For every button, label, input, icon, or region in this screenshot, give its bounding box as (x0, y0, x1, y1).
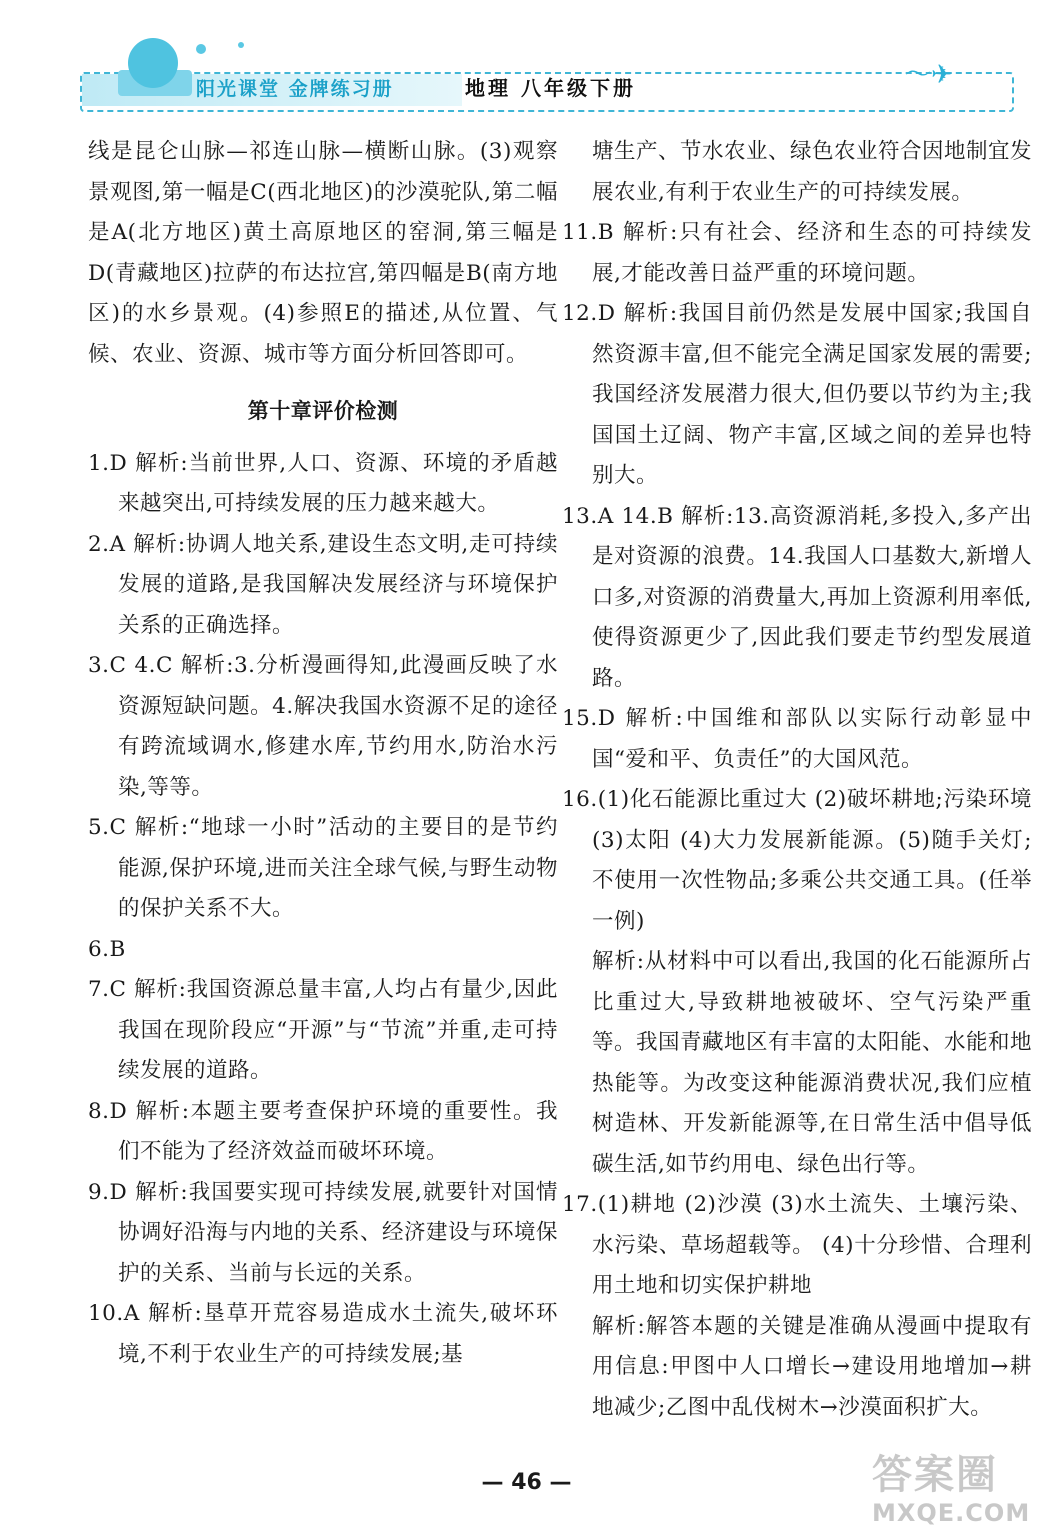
left-column (88, 132, 558, 1375)
answer-item: 1.D 解析:当前世界,人口、资源、环境的矛盾越来越突出,可持续发展的压力越来越大。 (88, 450, 558, 516)
answer-item: 8.D 解析:本题主要考查保护环境的重要性。我们不能为了经济效益而破坏环境。 (88, 1098, 558, 1164)
watermark-logo (872, 1450, 1042, 1530)
answer-item: 12.D 解析:我国目前仍然是发展中国家;我国自然资源丰富,但不能完全满足国家发展的需要;我国经济发展潜力很大,但仍要以节约为主;我国国土辽阔、物产丰富,区域之间的差异也特别大。 (562, 301, 1032, 488)
continued-text: 塘生产、节水农业、绿色农业符合因地制宜发展农业,有利于农业生产的可持续发展。 (592, 139, 1033, 205)
analysis-text: 解析:从材料中可以看出,我国的化石能源所占比重过大,导致耕地被破坏、空气污染严重等。我国青藏地区有丰富的太阳能、水能和地热能等。为改变这种能源消费状况,我们应植树造林、开发新能源等,在日常生活中倡导低碳生活,如节约用电、绿色出行等。 (592, 949, 1033, 1177)
answer-item: 6.B (88, 936, 126, 962)
watermark-url: MXQE.COM (872, 1499, 1031, 1527)
answer-item: 15.D 解析:中国维和部队以实际行动彰显中国“爱和平、负责任”的大国风范。 (562, 706, 1032, 772)
left-intro-text: 线是昆仑山脉—祁连山脉—横断山脉。(3)观察景观图,第一幅是C(西北地区)的沙漠驼队,第二幅是A(北方地区)黄土高原地区的窑洞,第三幅是D(青藏地区)拉萨的布达拉宫,第四幅是B(南方地区)的水乡景观。(4)参照E的描述,从位置、气候、农业、资源、城市等方面分析回答即可。 (88, 139, 558, 367)
answer-item: 11.B 解析:只有社会、经济和生态的可持续发展,才能改善日益严重的环境问题。 (562, 220, 1032, 286)
answer-item: 10.A 解析:垦草开荒容易造成水土流失,破坏环境,不利于农业生产的可持续发展;基 (88, 1301, 558, 1367)
right-column (562, 132, 1032, 1428)
logo-dot-icon (238, 42, 244, 48)
answer-item: 13.A 14.B 解析:13.高资源消耗,多投入,多产出是对资源的浪费。14.我国人口基数大,新增人口多,对资源的消费量大,再加上资源利用率低,使得资源更少了,因此我们要走节约型发展道路。 (562, 503, 1033, 691)
answer-item: 17.(1)耕地 (2)沙漠 (3)水土流失、土壤污染、水污染、草场超载等。 (4)十分珍惜、合理利用土地和切实保护耕地 (562, 1192, 1032, 1298)
answer-item: 5.C 解析:“地球一小时”活动的主要目的是节约能源,保护环境,进而关注全球气候,与野生动物的保护关系不大。 (88, 815, 559, 921)
logo-dot-icon (196, 44, 206, 54)
series-title: 阳光课堂 金牌练习册 (196, 78, 394, 100)
analysis-text: 解析:解答本题的关键是准确从漫画中提取有用信息:甲图中人口增长→建设用地增加→耕地减少;乙图中乱伐树木→沙漠面积扩大。 (592, 1313, 1032, 1420)
answer-item: 9.D 解析:我国要实现可持续发展,就要针对国情协调好沿海与内地的关系、经济建设与环境保护的关系、当前与长远的关系。 (88, 1179, 559, 1286)
answer-item: 2.A 解析:协调人地关系,建设生态文明,走可持续发展的道路,是我国解决发展经济与环境保护关系的正确选择。 (88, 531, 558, 638)
birds-icon: 〜✈ (905, 60, 953, 90)
answer-item: 16.(1)化石能源比重过大 (2)破坏耕地;污染环境 (3)太阳 (4)大力发展新能源。(5)随手关灯;不使用一次性物品;多乘公共交通工具。(任举一例) (562, 787, 1032, 934)
logo-icon (128, 38, 178, 88)
answer-item: 7.C 解析:我国资源总量丰富,人均占有量少,因此我国在现阶段应“开源”与“节流”并重,走可持续发展的道路。 (88, 977, 558, 1083)
answer-item: 3.C 4.C 解析:3.分析漫画得知,此漫画反映了水资源短缺问题。4.解决我国水资源不足的途径有跨流域调水,修建水库,节约用水,防治水污染,等等。 (88, 653, 558, 800)
watermark-text: 答案圈 (872, 1452, 998, 1498)
section-title: 第十章评价检测 (247, 399, 399, 423)
page-header (0, 0, 1053, 120)
page-number: — 46 — (481, 1470, 572, 1495)
subject-title: 地理 八年级下册 (465, 76, 636, 100)
